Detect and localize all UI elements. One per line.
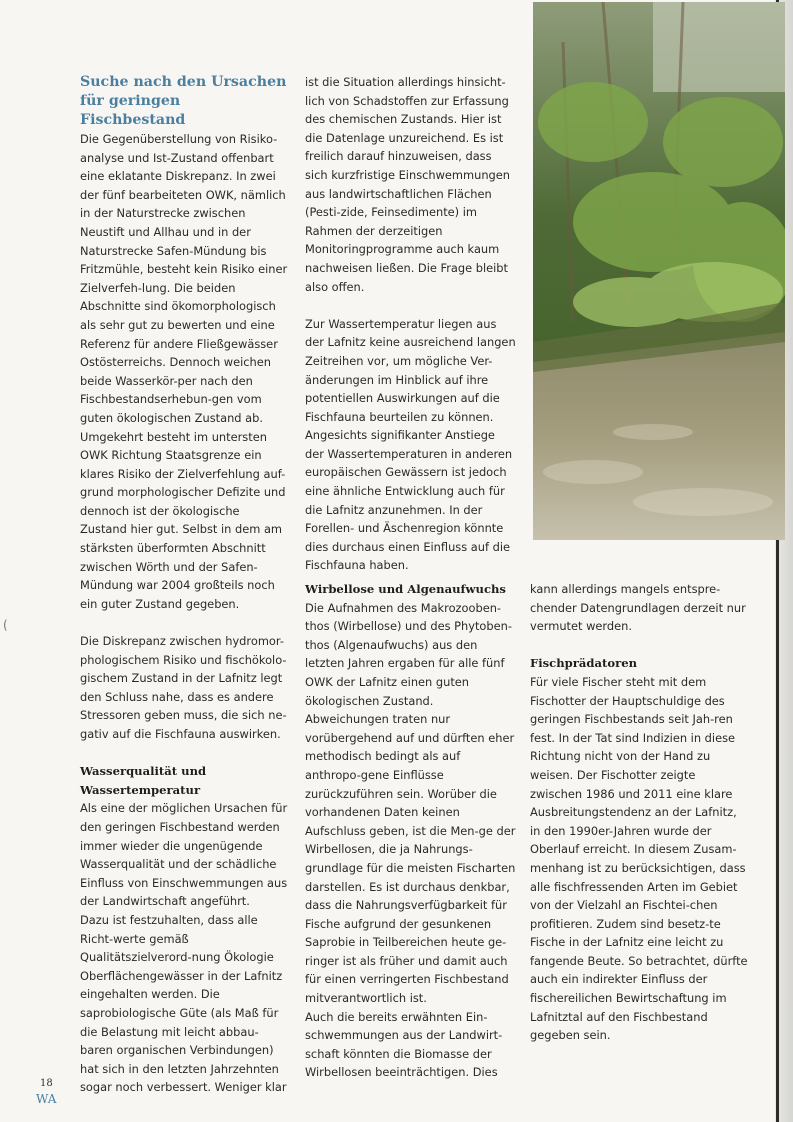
subheading-water-quality: Wasserqualität und Wassertemperatur [80, 764, 207, 797]
paragraph: kann allerdings mangels entspre-chender Datengrundlagen derzeit nur vermutet werden. [530, 582, 746, 634]
subheading-invertebrates: Wirbellose und Algenaufwuchs [305, 582, 506, 596]
paragraph: Die Aufnahmen des Makrozooben-thos (Wirbellose) und des Phytoben-thos (Algenaufwuchs) aus den letzten Jahren ergaben für alle fünf OWK der Lafnitz einen guten ökologischen Zustand. Abweichungen traten nur vorübergehend auf und dürften eher methodisch bedingt als auf anthropo-gene Einflüsse zurückzuführen sein. Worüber die vorhandenen Daten keinen Aufschluss geben, ist die Men-ge der Wirbellosen, die ja Nahrungs-grundlage für die meisten Fischarten darstellen. Es ist durchaus denkbar, dass die Nahrungsverfügbarkeit für Fische aufgrund der gesunkenen Saprobie in Teilbereichen heute ge-ringer ist als früher und damit auch für einen verringerten Fischbestand mitverantwortlich ist. [305, 600, 516, 1006]
paragraph: Als eine der möglichen Ursachen für den geringen Fischbestand werden immer wieder die ungenügende Wasserqualität und der schädliche Einfluss von Einschwemmungen aus der Landwirtschaft angeführt. [80, 801, 288, 909]
paragraph: Zur Wassertemperatur liegen aus der Lafnitz keine ausreichend langen Zeitreihen vor, um mögliche Ver-änderungen im Hinblick auf ihre potentiellen Auswirkungen auf die Fischfauna beurteilen zu können. Angesichts signifikanter Anstiege der Wassertemperaturen in anderen europäischen Gewässern ist jedoch eine ähnliche Entwicklung auch für die Lafnitz anzunehmen. In der Forellen- und Äschenregion könnte dies durchaus einen Einfluss auf die Fischfauna haben. [305, 316, 516, 573]
column-3 [530, 580, 750, 1045]
page-footer [36, 1078, 76, 1105]
creek-photo [533, 2, 785, 540]
paragraph: Dazu ist festzuhalten, dass alle Richt-werte gemäß Qualitätszielverord-nung Ökologie Oberflächengewässer in der Lafnitz eingehalten werden. Die saprobiologische Güte (als Maß für die Belastung mit leicht abbau-baren organischen Verbindungen) hat sich in den letzten Jahrzehnten sogar noch verbessert. Weniger klar [80, 912, 287, 1095]
subheading-predators: Fischprädatoren [530, 656, 637, 671]
page-number: 18 [40, 1078, 53, 1089]
paragraph: ist die Situation allerdings hinsicht-lich von Schadstoffen zur Erfassung des chemischen Zustands. Hier ist die Datenlage unzureichend. Es ist freilich darauf hinzuweisen, dass sich kurzfristige Einschwemmungen aus landwirtschaftlichen Flächen (Pesti-zide, Feinsedimente) im Rahmen der derzeitigen Monitoringprogramme auch kaum nachweisen ließen. Die Frage bleibt also offen. [305, 75, 511, 294]
paragraph: Die Diskrepanz zwischen hydromor-phologischem Risiko und fischökolo-gischem Zustand in der Lafnitz legt den Schluss nahe, dass es andere Stressoren geben muss, die sich ne-gativ auf die Fischfauna auswirken. [80, 634, 287, 741]
paragraph: Für viele Fischer steht mit dem Fischotter der Hauptschuldige des geringen Fischbestands seit Jah-ren fest. In der Tat sind Indizien in diese Richtung nicht von der Hand zu weisen. Der Fischotter zeigte zwischen 1986 und 2011 eine klare Ausbreitungstendenz an der Lafnitz, in den 1990er-Jahren wurde der Oberlauf erreicht. In diesem Zusam-menhang ist zu berücksichtigen, dass alle fischfressenden Arten im Gebiet von der Vielzahl an Fischtei-chen profitieren. Zudem sind besetz-te Fische in der Lafnitz eine leicht zu fangende Beute. So betrachtet, dürfte auch ein indirekter Einfluss der fischereilichen Bewirtschaftung im Lafnitztal auf den Fischbestand gegeben sein. [530, 674, 748, 1043]
column-2-lower [305, 580, 517, 1082]
paragraph: Auch die bereits erwähnten Ein-schwemmungen aus der Landwirt-schaft könnten die Biomasse der Wirbellosen beeinträchtigen. Dies [305, 1009, 503, 1080]
column-2 [305, 73, 517, 575]
column-1 [80, 73, 290, 1097]
publisher-logo-icon [36, 1091, 62, 1105]
paragraph: Die Gegenüberstellung von Risiko-analyse und Ist-Zustand offenbart eine eklatante Diskrepanz. In zwei der fünf bearbeiteten OWK, nämlich in der Naturstrecke zwischen Neustift und Allhau und in der Naturstrecke Safen-Mündung bis Fritzmühle, besteht kein Risiko einer Zielverfeh-lung. Die beiden Abschnitte sind ökomorphologisch als sehr gut zu bewerten und eine Referenz für andere Fließgewässer Ostösterreichs. Dennoch weichen beide Wasserkör-per nach den Fischbestandserhebun-gen vom guten ökologischen Zustand ab. Umgekehrt besteht im untersten OWK Richtung Staatsgrenze ein klares Risiko der Zielverfehlung auf-grund morphologischer Defizite und dennoch ist der ökologische Zustand hier gut. Selbst in dem am stärksten überformten Abschnitt zwischen Wörth und der Safen-Mündung war 2004 großteils noch ein guter Zustand gegeben. [80, 132, 288, 611]
margin-mark: ( [3, 618, 8, 632]
svg-text:WA: WA [36, 1092, 57, 1105]
section-heading-causes: Suche nach den Ursachen für geringen Fischbestand [80, 74, 287, 128]
